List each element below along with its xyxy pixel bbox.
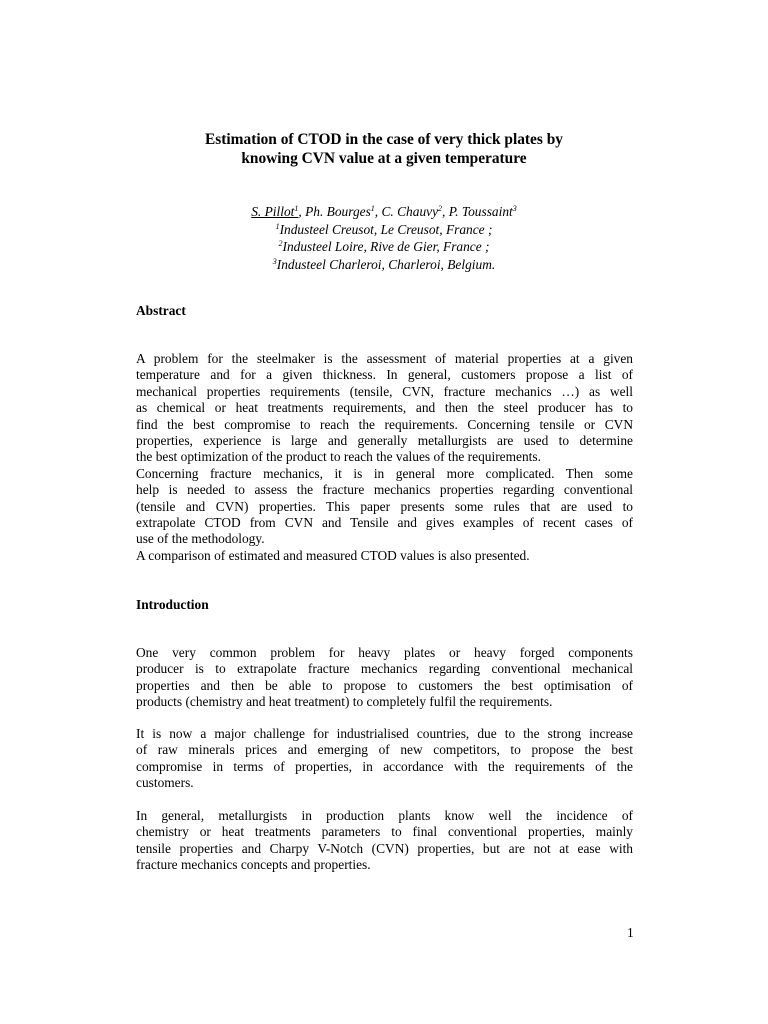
text-line: Concerning fracture mechanics, it is in general more complicated. Then some [136,465,633,481]
title-line: knowing CVN value at a given temperature [241,150,527,167]
text-line: A problem for the steelmaker is the assessment of material properties at a given [136,351,633,366]
text-line: properties, experience is large and generally metallurgists are used to determine [136,432,633,448]
text-line: In general, metallurgists in production plants know well the incidence of [136,808,633,823]
intro-paragraph-2 [136,726,633,792]
text-line: use of the methodology. [136,531,265,547]
abstract-body [136,351,633,564]
title-line: Estimation of CTOD in the case of very thick plates by [205,131,563,148]
text-line: find the best compromise to reach the requirements. Concerning tensile or CVN [136,416,633,432]
text-line: (tensile and CVN) properties. This paper presents some rules that are used to [136,498,633,514]
text-line: as chemical or heat treatments requirements, and then the steel producer has to [136,400,633,416]
affiliation: $^3$Industeel Charleroi, Charleroi, Belgium. [272,256,496,272]
text-line: of raw minerals prices and emerging of new competitors, to propose the best [136,742,633,758]
text-line: extrapolate CTOD from CVN and Tensile and gives examples of recent cases of [136,514,633,530]
text-line: customers. [136,775,194,791]
affiliation: $^2$Industeel Loire, Rive de Gier, France ; [278,239,490,254]
text-line: chemistry or heat treatments parameters to final conventional properties, mainly [136,824,633,840]
paper-title [0,130,768,168]
author-name: , P. Toussaint [442,204,513,219]
intro-paragraph-3 [136,808,633,874]
abstract-heading: Abstract [136,303,186,318]
affiliation: $^1$Industeel Creusot, Le Creusot, France ; [275,221,493,237]
text-line: A comparison of estimated and measured CTOD values is also presented. [136,547,530,563]
page-number: 1 [627,925,634,940]
text-line: fracture mechanics concepts and properties. [136,857,371,873]
text-line: properties and then be able to propose to customers the best optimisation of [136,677,633,693]
text-line: products (chemistry and heat treatment) to completely fulfil the requirements. [136,694,553,710]
author-name: , Ph. Bourges [298,204,371,219]
intro-paragraph-1 [136,645,633,711]
text-line: tensile properties and Charpy V-Notch (CVN) properties, but are not at ease with [136,840,633,856]
text-line: One very common problem for heavy plates or heavy forged components [136,645,633,660]
author-name: S. Pillot$^1$ [251,204,299,219]
author-block [0,203,768,273]
text-line: producer is to extrapolate fracture mechanics regarding conventional mechanical [136,661,633,677]
text-line: compromise in terms of properties, in accordance with the requirements of the [136,758,633,774]
author-list: S. Pillot$^1$, Ph. Bourges$^1$, C. Chauvy$^2$, P. Toussaint$^3$ [251,204,517,219]
introduction-heading: Introduction [136,597,209,612]
text-line: mechanical properties requirements (tensile, CVN, fracture mechanics …) as well [136,383,633,399]
text-line: It is now a major challenge for industrialised countries, due to the strong increase [136,726,633,741]
text-line: the best optimization of the product to reach the values of the requirements. [136,449,541,465]
text-line: temperature and for a given thickness. In general, customers propose a list of [136,367,633,383]
author-name: , C. Chauvy [374,204,439,219]
text-line: help is needed to assess the fracture mechanics properties regarding conventional [136,482,633,498]
